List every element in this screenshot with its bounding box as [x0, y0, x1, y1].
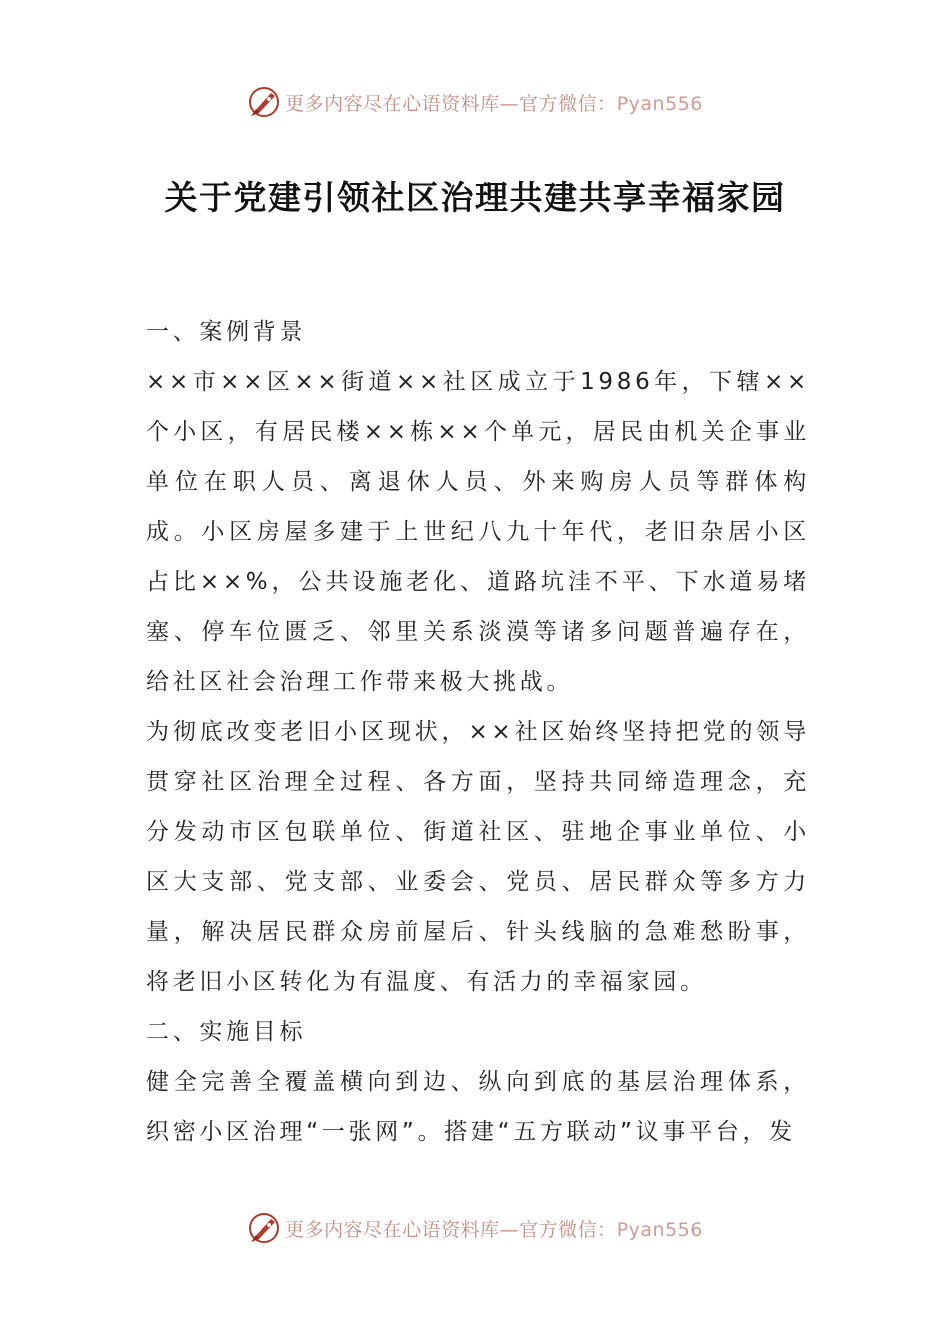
paragraph: 健全完善全覆盖横向到边、纵向到底的基层治理体系，织密小区治理“一张网”。搭建“五方联动”议事平台，发	[146, 1069, 810, 1145]
pen-nib-logo-icon	[247, 85, 281, 119]
paragraph: ××市××区××街道××社区成立于1986年，下辖××个小区，有居民楼××栋××个单元，居民由机关企事业单位在职人员、离退休人员、外来购房人员等群体构成。小区房屋多建于上世纪八九十年代，老旧杂居小区占比××%，公共设施老化、道路坑洼不平、下水道易堵塞、停车位匮乏、邻里关系淡漠等诸多问题普遍存在，给社区社会治理工作带来极大挑战。	[146, 369, 810, 695]
watermark-text: 更多内容尽在心语资料库—官方微信：Pyan556	[285, 92, 703, 115]
document-body	[146, 307, 810, 1157]
document-title: 关于党建引领社区治理共建共享幸福家园	[164, 178, 786, 217]
header-watermark	[0, 82, 950, 122]
pen-nib-logo-icon	[247, 1211, 281, 1245]
footer-watermark	[0, 1208, 950, 1248]
paragraph: 为彻底改变老旧小区现状，××社区始终坚持把党的领导贯穿社区治理全过程、各方面，坚持共同缔造理念，充分发动市区包联单位、街道社区、驻地企事业单位、小区大支部、党支部、业委会、党员、居民群众等多方力量，解决居民群众房前屋后、针头线脑的急难愁盼事，将老旧小区转化为有温度、有活力的幸福家园。	[146, 719, 810, 995]
watermark-text: 更多内容尽在心语资料库—官方微信：Pyan556	[285, 1218, 703, 1241]
section-heading-background: 一、案例背景	[146, 319, 307, 345]
section-heading-goals: 二、实施目标	[146, 1019, 307, 1045]
